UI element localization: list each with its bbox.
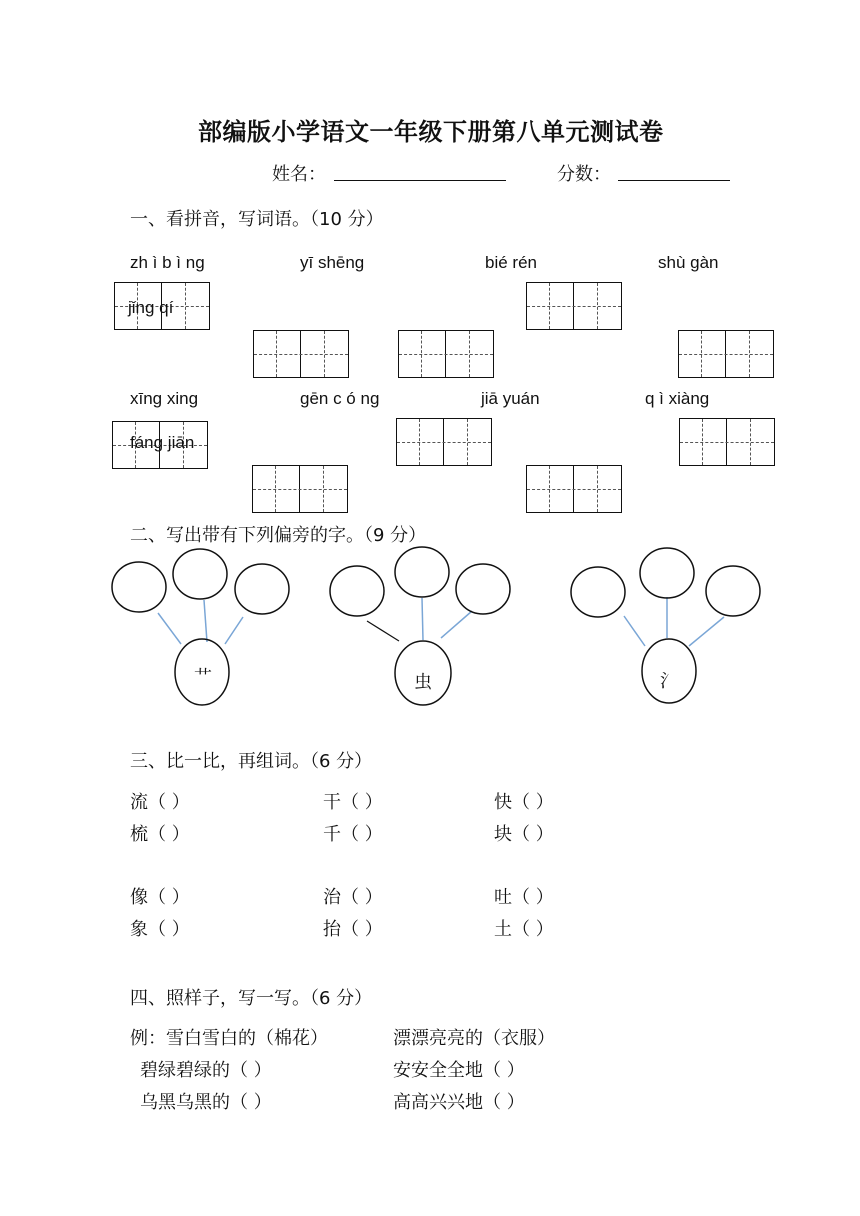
answer-circle[interactable]: [706, 566, 760, 616]
connector-line: [204, 600, 207, 642]
section3-heading: 三、比一比，再组词。（6 分）: [130, 751, 373, 772]
example-b: 漂漂亮亮的（衣服）: [393, 1028, 555, 1049]
compare-item: 吐（ ）: [494, 887, 554, 908]
pinyin-2-3: jiā yuán: [481, 389, 540, 408]
connector-line: [422, 598, 423, 640]
answer-circle[interactable]: [330, 566, 384, 616]
pattern-item: 乌黑乌黑的（ ）: [140, 1092, 272, 1113]
section1-heading: 一、看拼音，写词语。（10 分）: [130, 209, 384, 230]
score-label: 分数：: [557, 164, 611, 185]
radical-2: 虫: [414, 672, 432, 693]
answer-circle[interactable]: [112, 562, 166, 612]
compare-item: 快（ ）: [494, 792, 554, 813]
connector-line: [689, 617, 724, 646]
compare-item: 象（ ）: [130, 919, 190, 940]
section2-heading: 二、写出带有下列偏旁的字。（9 分）: [130, 525, 427, 546]
pattern-item: 高高兴兴地（ ）: [393, 1092, 525, 1113]
answer-circle[interactable]: [456, 564, 510, 614]
pinyin-2-4: q ì xiàng: [645, 389, 710, 408]
compare-item: 千（ ）: [323, 824, 383, 845]
answer-circle[interactable]: [395, 547, 449, 597]
radical-3: 氵: [660, 671, 678, 692]
connector-line: [158, 613, 181, 644]
compare-item: 梳（ ）: [130, 824, 190, 845]
radical-1: 艹: [194, 667, 212, 688]
pinyin-2-1: xīng xing: [130, 389, 199, 408]
connector-line: [225, 617, 243, 644]
connector-line: [367, 621, 399, 641]
connector-line: [441, 611, 472, 638]
pinyin-2-2: gēn c ó ng: [300, 389, 380, 408]
pinyin-1-3: bié rén: [485, 253, 537, 272]
compare-item: 治（ ）: [323, 887, 383, 908]
compare-item: 流（ ）: [130, 792, 190, 813]
pattern-item: 碧绿碧绿的（ ）: [140, 1060, 272, 1081]
section4-heading: 四、照样子，写一写。（6 分）: [130, 988, 373, 1009]
compare-item: 像（ ）: [130, 887, 190, 908]
answer-circle[interactable]: [173, 549, 227, 599]
compare-item: 抬（ ）: [323, 919, 383, 940]
compare-item: 干（ ）: [323, 792, 383, 813]
pinyin-1-2: yī shēng: [300, 253, 365, 272]
pinyin-overlay-2: fáng jiān: [130, 433, 195, 452]
compare-item: 土（ ）: [494, 919, 554, 940]
pattern-item: 安安全全地（ ）: [393, 1060, 525, 1081]
answer-circle[interactable]: [571, 567, 625, 617]
answer-circle[interactable]: [640, 548, 694, 598]
connector-line: [624, 616, 645, 646]
example-a: 例：雪白雪白的（棉花）: [130, 1028, 328, 1049]
page-title: 部编版小学语文一年级下册第八单元测试卷: [198, 118, 664, 146]
answer-circle[interactable]: [235, 564, 289, 614]
pinyin-1-1: zh ì b ì ng: [130, 253, 205, 272]
pinyin-overlay-1: jǐng qí: [128, 298, 174, 317]
name-label: 姓名：: [272, 164, 326, 185]
compare-item: 块（ ）: [494, 824, 554, 845]
pinyin-1-4: shù gàn: [658, 253, 719, 272]
